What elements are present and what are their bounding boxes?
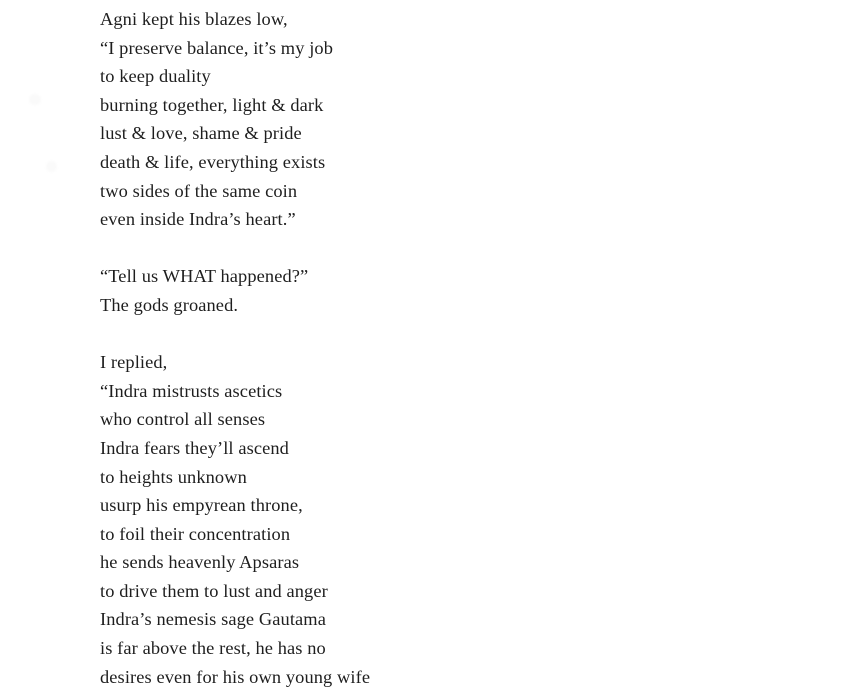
poem-line: Indra fears they’ll ascend bbox=[100, 437, 289, 458]
poem-line: lust & love, shame & pride bbox=[100, 123, 302, 144]
poem-line: usurp his empyrean throne, bbox=[100, 495, 303, 516]
poem-line: to keep duality bbox=[100, 66, 211, 87]
poem-stanza bbox=[100, 348, 720, 691]
poem-text bbox=[100, 5, 720, 691]
poem-stanza bbox=[100, 5, 720, 234]
scan-smudge bbox=[46, 161, 57, 172]
scan-smudge bbox=[29, 94, 41, 105]
poem-line: to heights unknown bbox=[100, 466, 247, 487]
poem-line: “Indra mistrusts ascetics bbox=[100, 380, 283, 401]
poem-line: Agni kept his blazes low, bbox=[100, 9, 288, 29]
poem-line: “I preserve balance, it’s my job bbox=[100, 37, 333, 58]
poem-line: is far above the rest, he has no bbox=[100, 638, 326, 659]
poem-line: The gods groaned. bbox=[100, 294, 239, 315]
poem-line: Indra’s nemesis sage Gautama bbox=[100, 609, 326, 630]
poem-line: to foil their concentration bbox=[100, 523, 291, 544]
poem-line: to drive them to lust and anger bbox=[100, 580, 328, 601]
poem-line: he sends heavenly Apsaras bbox=[100, 552, 300, 573]
poem-line: even inside Indra’s heart.” bbox=[100, 209, 296, 230]
poem-line: “Tell us WHAT happened?” bbox=[100, 266, 309, 287]
poem-line: two sides of the same coin bbox=[100, 180, 298, 201]
poem-line: who control all senses bbox=[100, 409, 266, 430]
poem-line: I replied, bbox=[100, 352, 168, 373]
poem-line: desires even for his own young wife bbox=[100, 666, 371, 687]
poem-stanza bbox=[100, 262, 720, 319]
poem-line: burning together, light & dark bbox=[100, 94, 324, 115]
poem-line: death & life, everything exists bbox=[100, 151, 326, 172]
